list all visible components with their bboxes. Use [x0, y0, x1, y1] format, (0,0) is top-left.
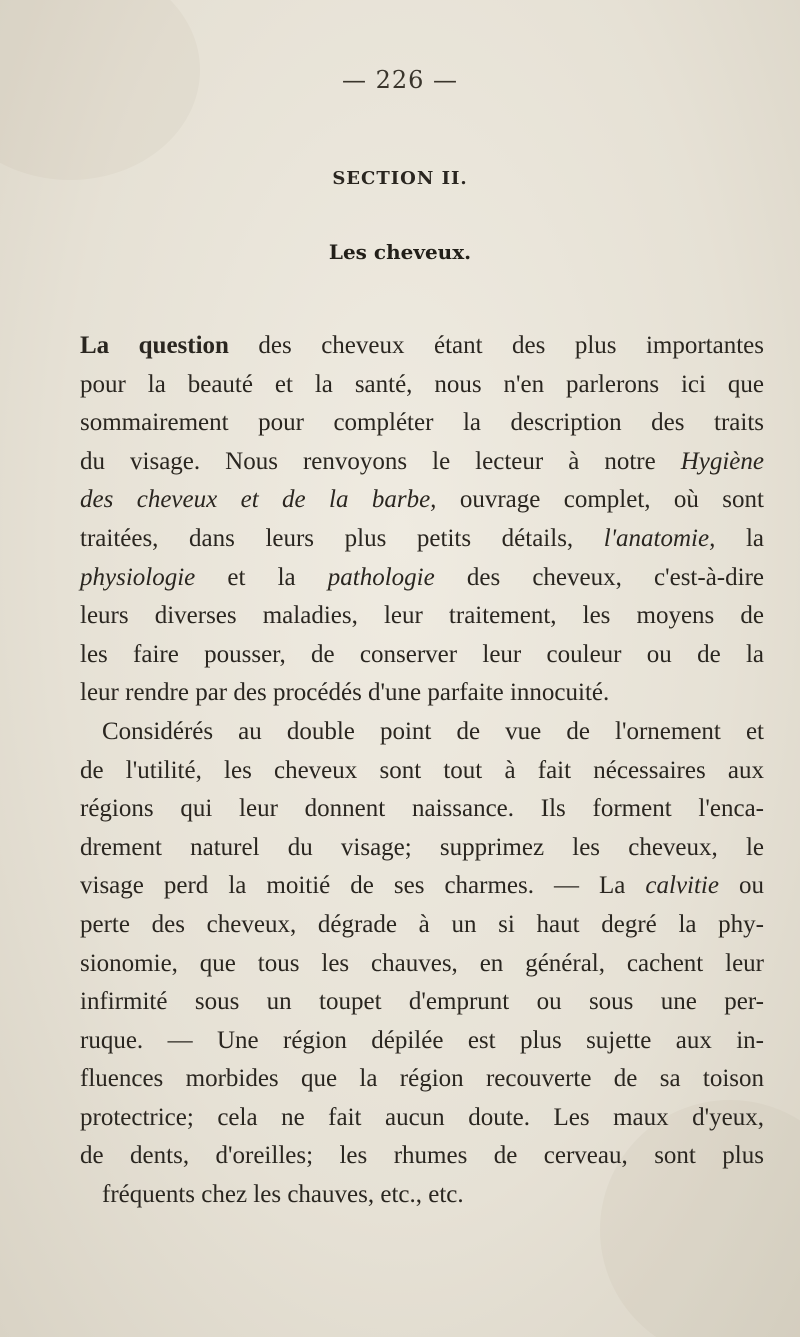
text-line [80, 520, 764, 559]
text-line: drement naturel du visage; supprimez les cheveux, le [80, 833, 764, 861]
section-title: Les cheveux. [328, 240, 472, 264]
text-line: pour la beauté et la santé, nous n'en parlerons ici que [80, 370, 764, 398]
text-line: fluences morbides que la région recouverte de sa toison [80, 1065, 764, 1093]
text-line: leurs diverses maladies, leur traitement, les moyens de [80, 602, 764, 630]
text-line: de dents, d'oreilles; les rhumes de cerveau, sont plus [80, 1142, 764, 1170]
text-line: fréquents chez les chauves, etc., etc. [102, 1181, 464, 1209]
text-line [80, 559, 764, 598]
italic-term: physiologie [80, 563, 196, 591]
italic-term: calvitie [645, 872, 719, 900]
italic-title: des cheveux et de la barbe, [80, 486, 437, 514]
text-fragment: la [715, 524, 764, 552]
text-fragment: du visage. Nous renvoyons le lecteur à notre [80, 447, 681, 475]
body-text [80, 327, 764, 1215]
lead-words: La question [80, 332, 229, 359]
text-line: protectrice; cela ne fait aucun doute. Les maux d'yeux, [80, 1103, 764, 1131]
text-fragment: et la [195, 563, 328, 591]
text-line: ruque. — Une région dépilée est plus sujette aux in- [80, 1026, 764, 1054]
text-line [80, 867, 764, 906]
text-fragment: ouvrage complet, où sont [436, 486, 764, 514]
text-line: Considérés au double point de vue de l'ornement et [102, 717, 764, 745]
text-line: leur rendre par des procédés d'une parfaite innocuité. [80, 679, 610, 707]
text-line: infirmité sous un toupet d'emprunt ou sous une per- [80, 988, 764, 1016]
italic-term: pathologie [327, 563, 435, 591]
text-fragment: traitées, dans leurs plus petits détails, [80, 524, 604, 552]
italic-title: Hygiène [680, 447, 764, 475]
text-fragment: ou [718, 872, 764, 900]
text-line: les faire pousser, de conserver leur couleur ou de la [80, 640, 764, 668]
text-line: perte des cheveux, dégrade à un si haut degré la phy- [80, 910, 764, 938]
text-fragment: des cheveux étant des plus importantes [228, 332, 764, 359]
text-line [80, 443, 764, 482]
text-line: de l'utilité, les cheveux sont tout à fait nécessaires aux [80, 756, 764, 784]
text-line [80, 481, 764, 520]
text-line: régions qui leur donnent naissance. Ils forment l'enca- [80, 795, 764, 823]
text-fragment: visage perd la moitié de ses charmes. — La [80, 872, 646, 900]
text-line [80, 327, 764, 366]
italic-term: l'anatomie, [603, 524, 716, 552]
text-fragment: des cheveux, c'est-à-dire [434, 563, 764, 591]
text-line: sionomie, que tous les chauves, en général, cachent leur [80, 949, 764, 977]
section-heading: SECTION II. [332, 168, 468, 189]
text-line: sommairement pour compléter la description des traits [80, 409, 764, 437]
page-number: — 226 — [341, 66, 459, 94]
